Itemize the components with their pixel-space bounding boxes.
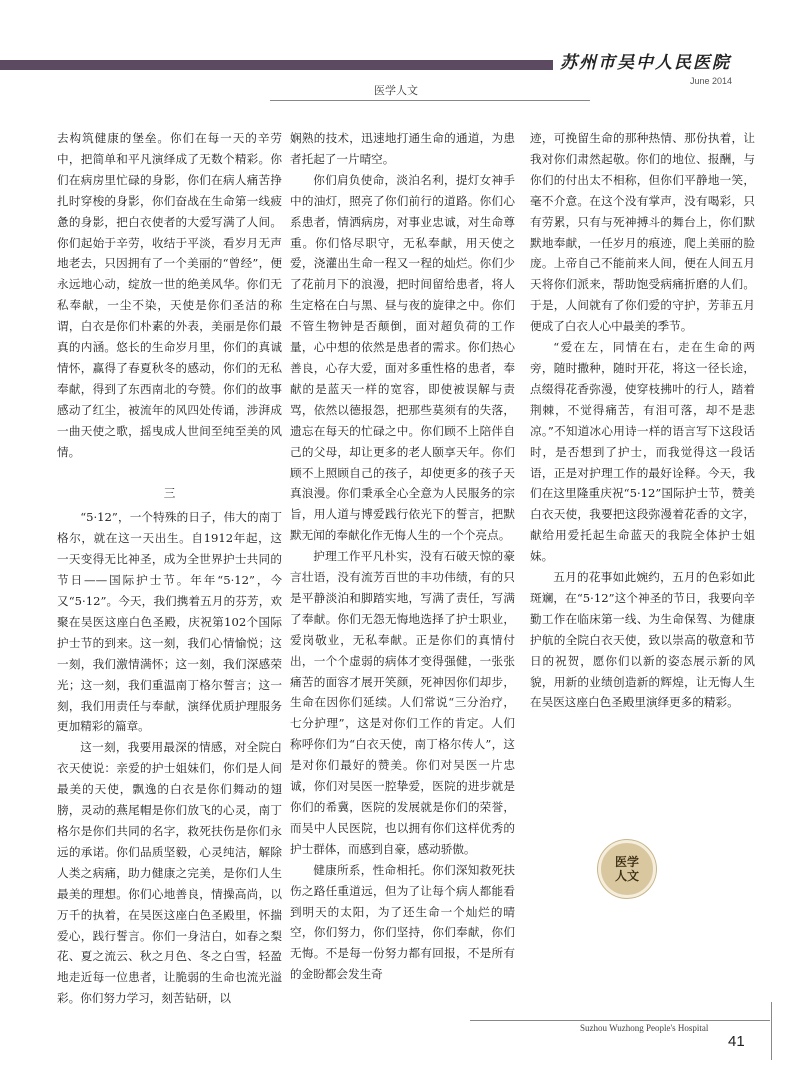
section-number: 三 [163, 485, 176, 500]
paragraph: 你们肩负使命，淡泊名利，提灯女神手中的油灯，照亮了你们前行的道路。你们心系患者，情洒病房，对事业忠诚，对生命尊重。你们恪尽职守，无私奉献，用天使之爱，浇灌出生命一程又一程的灿烂。你们少了花前月下的浪漫，把时间留给患者，将人生定格在白与黑、昼与夜的旋律之中。你们不管生物钟是否颠倒，面对超负荷的工作量，心中想的依然是患者的需求。你们热心善良，心存大爱，面对多重性格的患者，奉献的是蓝天一样的宽容，即使被误解与责骂，依然以德报怨，把那些莫须有的失落，遗忘在每天的忙碌之中。你们顾不上陪伴自己的父母，却让更多的老人颐享天年。你们顾不上照顾自己的孩子，却使更多的孩子天真浪漫。你们秉承全心全意为人民服务的宗旨，用人道与博爱践行依光下的誓言，把默默无闻的奉献化作无悔人生的一个个亮点。 [290, 172, 515, 543]
paragraph: 五月的花事如此婉约，五月的色彩如此斑斓，在“5·12”这个神圣的节日，我要向辛勤工作在临床第一线、为生命保驾、为健康护航的全院白衣天使，致以崇高的敬意和节日的祝贺，愿你们以新的姿态展示新的风貌，用新的业绩创造新的辉煌，让无悔人生在吴医这座白色圣殿里演绎更多的精彩。 [530, 570, 755, 710]
text-column-3 [530, 128, 755, 713]
paragraph: “5·12”，一个特殊的日子，伟大的南丁格尔，就在这一天出生。自1912年起，这一天变得无比神圣，成为全世界护士共同的节日——国际护士节。年年“5·12”，今又“5·12”。今天，我们携着五月的芬芳，欢聚在吴医这座白色圣殿，庆祝第102个国际护士节的到来。这一刻，我们心情愉悦；这一刻，我们激情满怀；这一刻，我们深感荣光；这一刻，我们重温南丁格尔誓言；这一刻，我们用责任与奉献，演绎优质护理服务更加精彩的篇章。 [57, 510, 282, 734]
section-badge-icon [598, 840, 656, 898]
hospital-name: 苏州市吴中人民医院 [560, 53, 731, 73]
paragraph: 健康所系，性命相托。你们深知救死扶伤之路任重道远，但为了让每个病人都能看到明天的太阳，为了还生命一个灿烂的晴空，你们努力，你们坚持，你们奉献，你们无悔。不是每一份努力都有回报，不是所有的金盼都会发生奇 [290, 862, 515, 982]
paragraph: 护理工作平凡朴实，没有石破天惊的豪言壮语，没有流芳百世的丰功伟绩，有的只是平静淡泊和脚踏实地，写满了责任，写满了奉献。你们无怨无悔地选择了护士职业，爱岗敬业，无私奉献。正是你们的真情付出，一个个虚弱的病体才变得强健，一张张痛苦的面容才展开笑颜，死神因你们却步，生命在因你们延续。人们常说“三分治疗，七分护理”，这是对你们工作的肯定。人们称呼你们为“白衣天使，南丁格尔传人”，这是对你们最好的赞美。你们对吴医一片忠诚，你们对吴医一腔挚爱，医院的进步就是你们的希冀，医院的发展就是你们的荣誉，而吴中人民医院，也以拥有你们这样优秀的护士群体，而感到自豪，感动骄傲。 [290, 549, 515, 856]
header-divider [270, 100, 590, 101]
issue-date: June 2014 [690, 76, 733, 86]
footer-hospital-name: Suzhou Wuzhong People's Hospital [580, 1023, 709, 1033]
page-number: 41 [728, 1033, 745, 1050]
paragraph: 迹，可挽留生命的那种热情、那份执着，让我对你们肃然起敬。你们的地位、报酬，与你们的付出太不相称，但你们平静地一笑，毫不介意。在这个没有掌声，没有喝彩，只有劳累，只有与死神搏斗的舞台上，你们默默地奉献，一任岁月的痕迹，爬上美丽的脸庞。上帝自己不能前来人间，便在人间五月天将你们派来，帮助饱受病痛折磨的人们。于是，人间就有了你们爱的守护，芳菲五月便成了白衣人心中最美的季节。 [530, 131, 755, 334]
paragraph: 去构筑健康的堡垒。你们在每一天的辛劳中，把简单和平凡演绎成了无数个精彩。你们在病房里忙碌的身影，你们在病人痛苦挣扎时穿梭的身影，你们奋战在生命第一线疲惫的身影，把白衣使者的大爱写满了人间。你们起始于辛劳，收结于平淡，看岁月无声地老去，只因拥有了一个美丽的“曾经”，便永远地心动，绽放一世的绝美风华。你们无私奉献，一尘不染，天使是你们圣洁的称谓，白衣是你们朴素的外表，美丽是你们最真的内涵。悠长的生命岁月里，你们的真诚情怀，赢得了春夏秋冬的感动，你们的无私奉献，得到了东西南北的夸赞。你们的故事感动了红尘，被流年的风四处传诵，涉湃成一曲天使之歌，摇曳成人世间至纯至美的风情。 [57, 131, 282, 459]
text-column-1 [57, 128, 282, 1009]
paragraph: 这一刻，我要用最深的情感，对全院白衣天使说：亲爱的护士姐妹们，你们是人间最美的天使，飘逸的白衣是你们舞动的翅膀，灵动的燕尾帽是你们放飞的心灵，南丁格尔是你们共同的名字，救死扶伤是你们永远的承诺。你们品质坚毅，心灵纯洁，解除人类之病痛，助力健康之完美，是你们人生最美的理想。你们心地善良，情操高尚，以万千的执着，在吴医这座白色圣殿里，怀揣爱心，践行誓言。你们一身洁白，如春之梨花、夏之流云、秋之月色、冬之白雪，轻盈地走近每一位患者，让脆弱的生命也流光溢彩。你们努力学习，刻苦钻研，以 [57, 740, 282, 1006]
paragraph: “爱在左，同情在右，走在生命的两旁，随时撒种，随时开花，将这一径长途，点缀得花香弥漫，使穿枝拂叶的行人，踏着荆棘，不觉得痛苦，有泪可落，却不是悲凉。”不知道冰心用诗一样的语言写下这段话时，是否想到了护士，而我觉得这一段话语，正是对护理工作的最好诠释。今天，我们在这里隆重庆祝“5·12”国际护士节，赞美白衣天使，我要把这段弥漫着花香的文字，献给用爱托起生命蓝天的我院全体护士姐妹。 [530, 340, 755, 564]
badge-line-2: 人文 [614, 869, 639, 883]
paragraph: 娴熟的技术，迅速地打通生命的通道，为患者托起了一片晴空。 [290, 131, 515, 166]
footer-vertical-rule [771, 1002, 772, 1060]
header-color-bar [0, 60, 553, 70]
footer-divider [470, 1020, 770, 1021]
text-column-2 [290, 128, 515, 985]
section-title: 医学人文 [374, 84, 418, 97]
badge-line-1: 医学 [614, 855, 639, 869]
